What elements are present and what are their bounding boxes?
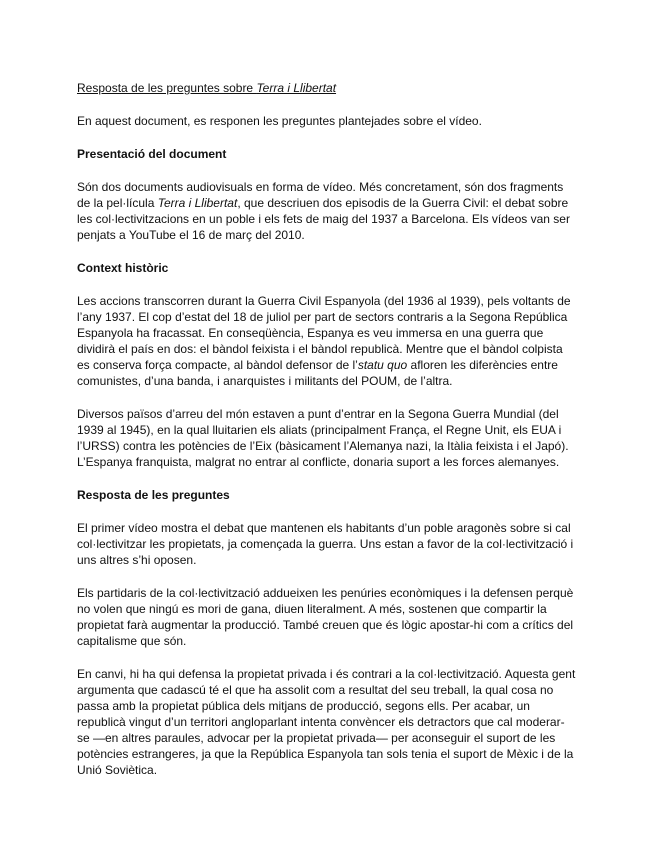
heading-presentacio: Presentació del document xyxy=(77,147,227,161)
document-title xyxy=(77,80,577,96)
context-statu-quo: statu quo xyxy=(357,358,408,372)
title-film: Terra i Llibertat xyxy=(256,81,337,95)
context-text-b: afloren les diferències entre comunistes, d’una banda, i anarquistes i militants del POUM, de l’altra. xyxy=(77,358,558,388)
presentacio-film-title: Terra i Llibertat xyxy=(157,196,238,210)
presentacio-paragraph xyxy=(77,179,577,243)
heading-context: Context històric xyxy=(77,261,169,275)
resposta-paragraph-2: Els partidaris de la col·lectivització addueixen les penúries econòmiques i la defensen perquè no volen que ningú es mori de gana, diuen literalment. A més, sostenen que compartir la propietat farà augmentar la producció. També creuen que és lògic apostar-hi com a crítics del capitalisme que són. xyxy=(77,586,574,648)
presentacio-text-b: , que descriuen dos episodis de la Guerra Civil: el debat sobre les col·lectivitzacions en un poble i els fets de maig del 1937 a Barcelona. Els vídeos van ser penjats a YouTube el 16 de març del 2010. xyxy=(77,196,570,242)
presentacio-text-a: Són dos documents audiovisuals en forma de vídeo. Més concretament, són dos fragments de la pel·lícula xyxy=(77,180,564,210)
heading-resposta: Resposta de les preguntes xyxy=(77,488,230,502)
context-paragraph-2: Diversos països d’arreu del món estaven a punt d’entrar en la Segona Guerra Mundial (del 1939 al 1945), en la qual lluitarien els aliats (principalment França, el Regne Unit, els EUA i l’URSS) contra les potències de l’Eix (bàsicament l’Alemanya nazi, la Itàlia feixista i el Japó). L’Espanya franquista, malgrat no entrar al conflicte, donaria suport a les forces alemanyes. xyxy=(77,407,569,469)
document-page xyxy=(77,80,577,795)
context-text-a: Les accions transcorren durant la Guerra Civil Espanyola (del 1936 al 1939), pels voltants de l’any 1937. El cop d’estat del 18 de juliol per part de sectors contraris a la Segona República Espanyola ha fracassat. En conseqüència, Espanya es veu immersa en una guerra que dividirà el país en dos: el bàndol feixista i el bàndol republicà. Mentre que el bàndol colpista es conserva força compacte, al bàndol defensor de l’ xyxy=(77,294,571,372)
resposta-paragraph-3: En canvi, hi ha qui defensa la propietat privada i és contrari a la col·lectivització. Aquesta gent argumenta que cadascú té el que ha assolit com a resultat del seu treball, la qual cosa no passa amb la propietat pública dels mitjans de producció, segons ells. Per acabar, un republicà vingut d’un territori angloparlant intenta convèncer els detractors que cal moderar-se —en altres paraules, advocar per la propietat privada— per aconseguir el suport de les potències estrangeres, ja que la República Espanyola tan sols tenia el suport de Mèxic i de la Unió Soviètica. xyxy=(77,667,576,777)
resposta-paragraph-1: El primer vídeo mostra el debat que mantenen els habitants d’un poble aragonès sobre si cal col·lectivitzar les propietats, ja començada la guerra. Uns estan a favor de la col·lectivització i uns altres s’hi oposen. xyxy=(77,521,574,567)
intro-paragraph: En aquest document, es responen les preguntes plantejades sobre el vídeo. xyxy=(77,114,482,128)
context-paragraph-1 xyxy=(77,293,577,389)
title-prefix: Resposta de les preguntes sobre xyxy=(77,81,257,95)
